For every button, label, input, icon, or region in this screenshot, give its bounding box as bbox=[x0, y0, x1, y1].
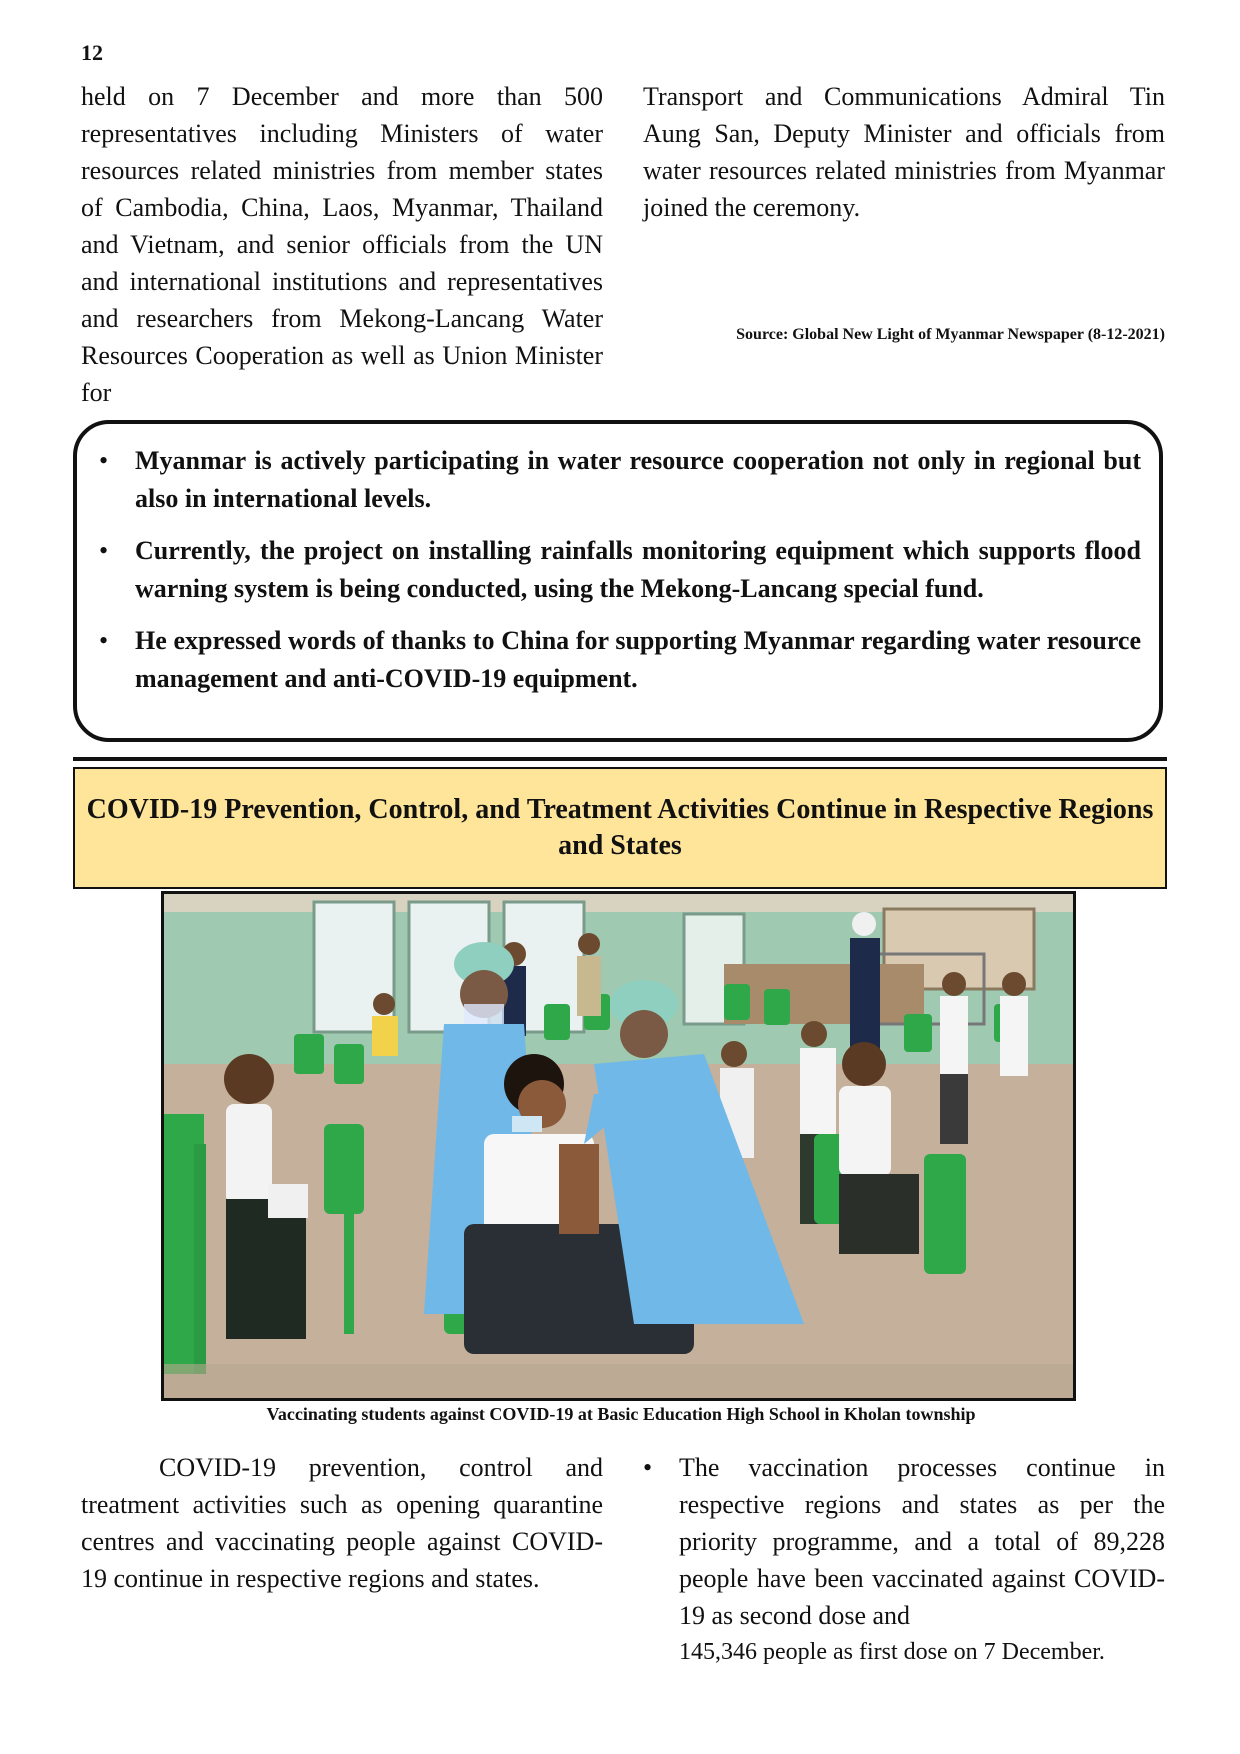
key-point-item bbox=[95, 622, 1141, 698]
bullet-icon: • bbox=[99, 536, 109, 565]
page-number: 12 bbox=[81, 40, 103, 65]
article-right-column: Transport and Communications Admiral Tin Aung San, Deputy Minister and officials from water resources related ministries from Myanmar joined the ceremony. bbox=[643, 82, 1165, 222]
vaccination-scene-illustration bbox=[164, 894, 1073, 1398]
vaccination-photo bbox=[161, 891, 1076, 1401]
section-header bbox=[73, 767, 1167, 889]
key-point-item bbox=[95, 532, 1141, 608]
bullet-icon: • bbox=[99, 446, 109, 475]
source-citation: Source: Global New Light of Myanmar Newspaper (8-12-2021) bbox=[736, 326, 1165, 343]
key-point-text: Myanmar is actively participating in water resource cooperation not only in regional but also in international levels. bbox=[135, 446, 1141, 513]
vaccination-bullet-item bbox=[643, 1449, 1165, 1671]
key-point-text: Currently, the project on installing rainfalls monitoring equipment which supports flood warning system is being conducted, using the Mekong-Lancang special fund. bbox=[135, 536, 1141, 603]
covid-intro-paragraph: COVID-19 prevention, control and treatment activities such as opening quarantine centres and vaccinating people against COVID-19 continue in respective regions and states. bbox=[81, 1453, 603, 1593]
vaccination-bullet-last-line: 145,346 people as first dose on 7 December. bbox=[679, 1639, 1105, 1665]
key-points-list bbox=[95, 442, 1141, 698]
bullet-icon: • bbox=[99, 626, 109, 655]
section-title: COVID-19 Prevention, Control, and Treatment Activities Continue in Respective Regions and States bbox=[86, 794, 1154, 861]
key-point-item bbox=[95, 442, 1141, 518]
vaccination-bullet bbox=[643, 1449, 1165, 1671]
bullet-icon: • bbox=[643, 1453, 653, 1482]
key-point-text: He expressed words of thanks to China for supporting Myanmar regarding water resource management and anti-COVID-19 equipment. bbox=[135, 626, 1141, 693]
vaccination-bullet-text: The vaccination processes continue in respective regions and states as per the priority programme, and a total of 89,228 people have been vaccinated against COVID-19 as second dose and bbox=[679, 1453, 1165, 1630]
section-divider bbox=[73, 757, 1167, 761]
article-left-column: held on 7 December and more than 500 representatives including Ministers of water resources related ministries from member states of Cambodia, China, Laos, Myanmar, Thailand and Vietnam, and senior officials from the UN and international institutions and representatives and researchers from Mekong-Lancang Water Resources Cooperation as well as Union Minister for bbox=[81, 82, 603, 407]
photo-caption: Vaccinating students against COVID-19 at Basic Education High School in Kholan township bbox=[266, 1404, 976, 1424]
key-points-box bbox=[73, 420, 1163, 742]
